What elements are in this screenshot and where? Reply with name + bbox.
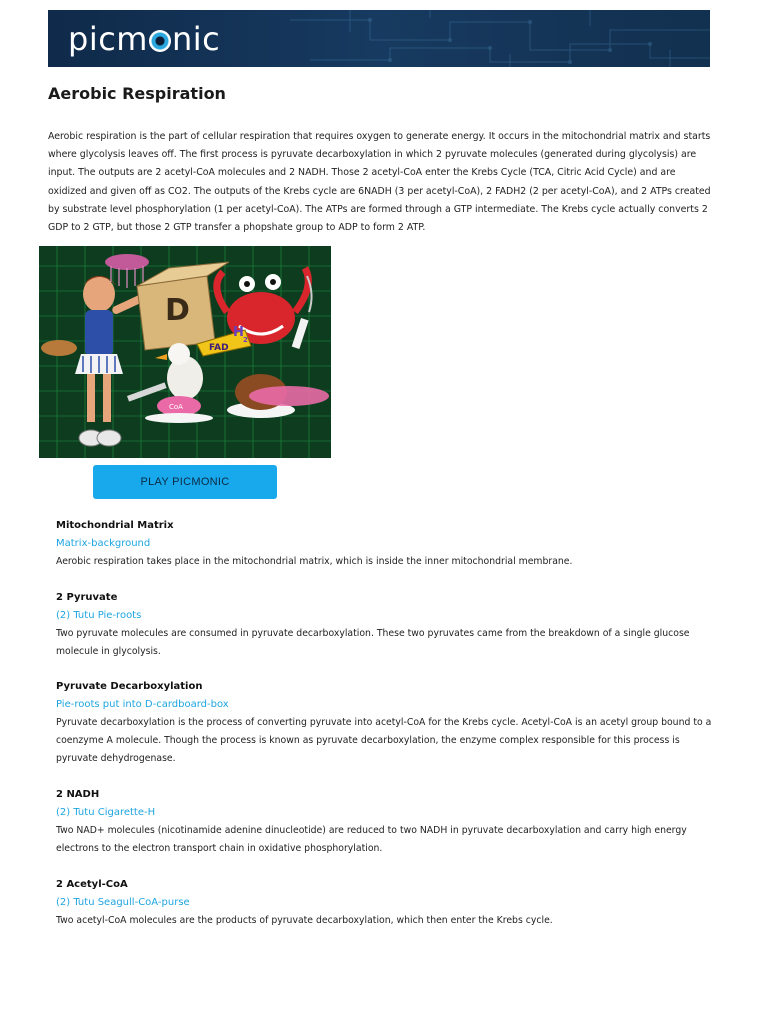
section-description: Two pyruvate molecules are consumed in pyruvate decarboxylation. These two pyruvates came from the breakdown of a single glucose molecule in glycolysis. <box>56 628 690 658</box>
section-mitochondrial-matrix <box>56 518 716 571</box>
mnemonic-text: Matrix-background <box>56 538 151 549</box>
section-pyruvate-decarboxylation <box>56 679 716 769</box>
coa-label: CoA <box>169 403 183 411</box>
h-label: H <box>233 325 244 340</box>
mnemonic-text: Pie-roots put into D-cardboard-box <box>56 699 229 710</box>
section-heading: 2 Acetyl-CoA <box>56 879 128 890</box>
mnemonic-text: (2) Tutu Cigarette-H <box>56 807 156 818</box>
section-2-pyruvate <box>56 590 716 661</box>
section-heading: 2 Pyruvate <box>56 592 118 603</box>
mnemonic-text: (2) Tutu Pie-roots <box>56 610 142 621</box>
picmonic-logo[interactable] <box>68 19 220 59</box>
h-subscript: 2 <box>243 336 248 344</box>
intro-paragraph: Aerobic respiration is the part of cellular respiration that requires oxygen to generate energy. It occurs in the mitochondrial matrix and starts where glycolysis leaves off. The first process is pyruvate decarboxylation in which 2 pyruvate molecules (generated during glycolysis) are input. The outputs are 2 acetyl-CoA molecules and 2 NADH. Those 2 acetyl-CoA enter the Krebs Cycle (TCA, Citric Acid Cycle) and are oxidized and given off as CO2. The outputs of the Krebs cycle are 6NADH (3 per acetyl-CoA), 2 FADH2 (2 per acetyl-CoA), and 2 ATPs created by substrate level phosphorylation (1 per acetyl-CoA). The ATPs are formed through a GTP intermediate. The Krebs cycle actually converts 2 GDP to 2 GTP, but those 2 GTP transfer a phopshate group to ADP to form 2 ATP. <box>48 131 711 234</box>
fad-label: FAD <box>209 343 229 353</box>
section-description: Two acetyl-CoA molecules are the products of pyruvate decarboxylation, which then enter the Krebs cycle. <box>56 915 553 926</box>
section-2-nadh <box>56 787 716 858</box>
section-heading: Mitochondrial Matrix <box>56 520 174 531</box>
section-description: Two NAD+ molecules (nicotinamide adenine dinucleotide) are reduced to two NADH in pyruvate decarboxylation and carry high energy electrons to the electron transport chain in oxidative phosphorylation. <box>56 825 687 855</box>
section-heading: 2 NADH <box>56 789 100 800</box>
box-letter: D <box>165 293 190 328</box>
picmonic-illustration <box>39 246 331 458</box>
section-heading: Pyruvate Decarboxylation <box>56 681 203 692</box>
header-banner <box>48 10 710 67</box>
logo-eye-icon <box>149 30 171 52</box>
page-title: Aerobic Respiration <box>48 84 226 103</box>
logo-text-right: nic <box>171 20 221 58</box>
play-picmonic-button[interactable]: PLAY PICMONIC <box>93 465 277 499</box>
section-description: Pyruvate decarboxylation is the process of converting pyruvate into acetyl-CoA for the Krebs cycle. Acetyl-CoA is an acetyl group bound to a coenzyme A molecule. Though the process is known as pyruvate decarboxylation, the enzyme complex responsible for this process is pyruvate dehydrogenase. <box>56 717 712 765</box>
section-2-acetyl-coa <box>56 877 716 930</box>
banner-circuit-pattern <box>290 10 710 67</box>
section-description: Aerobic respiration takes place in the mitochondrial matrix, which is inside the inner mitochondrial membrane. <box>56 556 573 567</box>
illustration-scene <box>39 246 331 458</box>
mnemonic-text: (2) Tutu Seagull-CoA-purse <box>56 897 190 908</box>
logo-text-left: picm <box>68 20 148 58</box>
